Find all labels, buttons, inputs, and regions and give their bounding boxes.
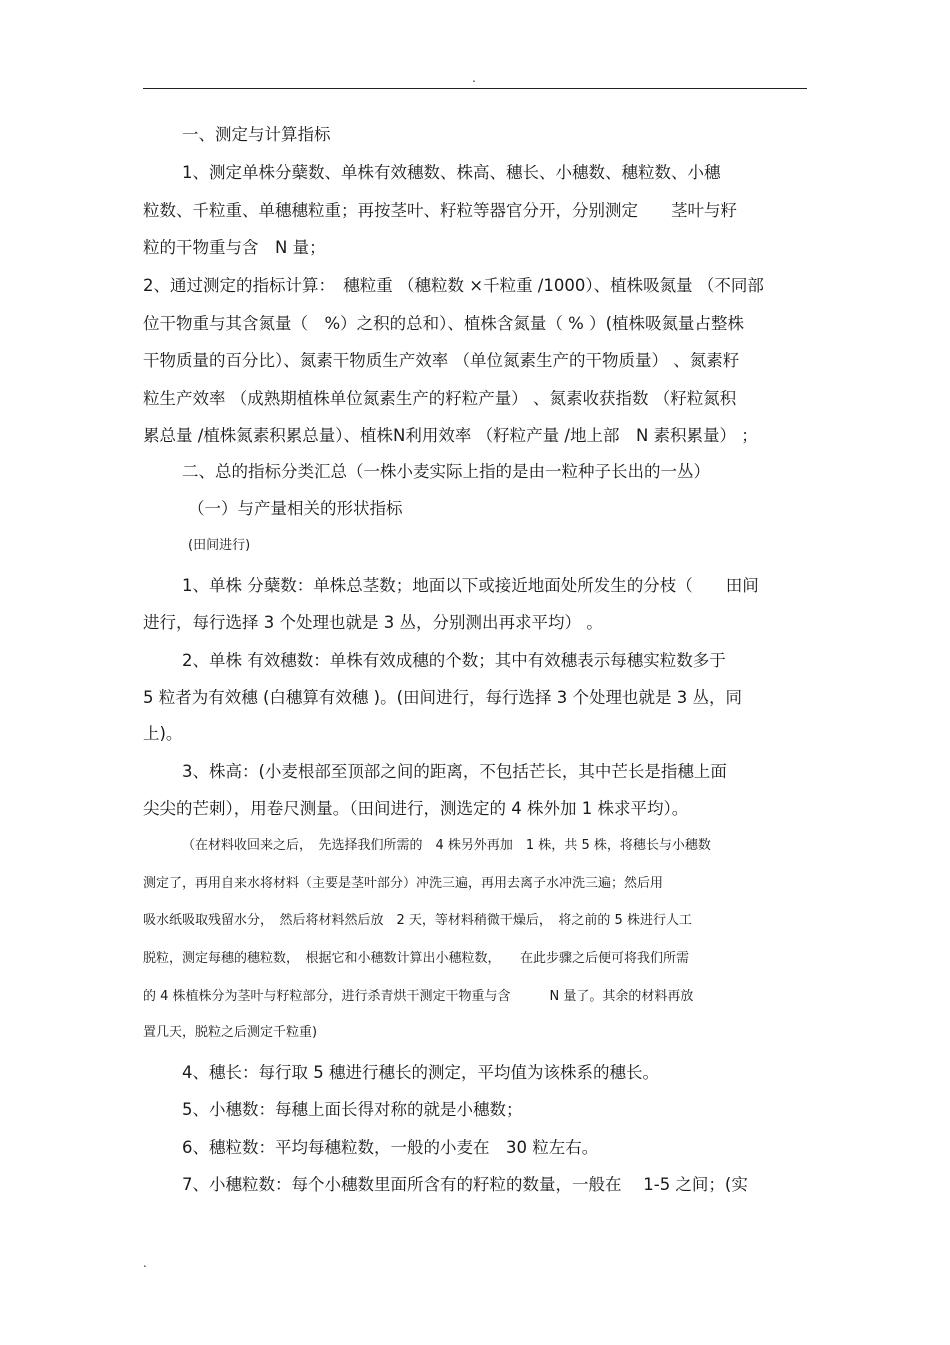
text-line: 7、小穗粒数：每个小穗数里面所含有的籽粒的数量，一般在 1-5 之间；(实 [182,1175,748,1194]
text-line: 进行，每行选择 3 个处理也就是 3 丛，分别测出再求平均） 。 [143,613,603,632]
note-line: 测定了，再用自来水将材料（主要是茎叶部分）冲洗三遍，再用去离子水冲洗三遍；然后用 [143,876,664,891]
header-rule [143,88,807,89]
text-line: 4、穗长：每行取 5 穗进行穗长的测定，平均值为该株系的穗长。 [182,1063,659,1082]
text-line: 位干物重与其含氮量（ %）之积的总和）、植株含氮量（ % ）(植株吸氮量占整株 [143,314,745,333]
text-line: 5 粒者为有效穗 (白穗算有效穗 )。(田间进行，每行选择 3 个处理也就是 3 丛，同 [143,688,743,707]
text-line: 1、测定单株分蘖数、单株有效穗数、株高、穗长、小穗数、穗粒数、小穗 [182,163,721,182]
text-line: 累总量 /植株氮素积累总量）、植株N利用效率 （籽粒产量 /地上部 N 素积累量） ； [143,426,758,445]
text-line: 粒数、千粒重、单穗穗粒重；再按茎叶、籽粒等器官分开，分别测定 茎叶与籽 [143,201,737,220]
text-line: 粒生产效率 （成熟期植株单位氮素生产的籽粒产量） 、氮素收获指数 （籽粒氮积 [143,389,737,408]
text-line: 2、单株 有效穗数：单株有效成穗的个数；其中有效穗表示每穗实粒数多于 [182,651,726,670]
text-line: 5、小穗数：每穗上面长得对称的就是小穗数； [182,1100,523,1119]
section-heading-1: 一、测定与计算指标 [182,125,331,144]
note-line: 脱粒，测定每穗的穗粒数， 根据它和小穗数计算出小穗粒数， 在此步骤之后便可将我们所需 [143,951,690,966]
text-line: 粒的干物重与含 N 量； [143,238,326,257]
text-line: 3、株高：(小麦根部至顶部之间的距离，不包括芒长，其中芒长是指穗上面 [182,762,727,781]
section-heading-2: 二、总的指标分类汇总（一株小麦实际上指的是由一粒种子长出的一丛） [182,462,710,481]
text-line: 上)。 [143,724,183,743]
note-line: （在材料收回来之后， 先选择我们所需的 4 株另外再加 1 株，共 5 株，将穗长与小穗数 [182,838,711,853]
note-line: 的 4 株植株分为茎叶与籽粒部分，进行杀青烘干测定干物重与含 N 量了。其余的材料再放 [143,989,694,1004]
header-dot: . [472,71,476,85]
subsection-heading: （一）与产量相关的形状指标 [188,499,403,518]
text-line: 1、单株 分蘖数：单株总茎数；地面以下或接近地面处所发生的分枝（ 田间 [182,576,759,595]
text-line: 2、通过测定的指标计算： 穗粒重 （穗粒数 ×千粒重 /1000）、植株吸氮量 （不同部 [143,276,764,295]
note-line: 吸水纸吸取残留水分， 然后将材料然后放 2 天，等材料稍微干燥后， 将之前的 5 株进行人工 [143,913,692,928]
text-line: 6、穗粒数：平均每穗粒数，一般的小麦在 30 粒左右。 [182,1138,599,1157]
note-line: 置几天，脱粒之后测定千粒重) [143,1025,318,1040]
text-line: 干物质量的百分比）、氮素干物质生产效率 （单位氮素生产的干物质量） 、氮素籽 [143,351,740,370]
text-line: 尖尖的芒刺），用卷尺测量。（田间进行，测选定的 4 株外加 1 株求平均）。 [143,799,689,818]
field-note: (田间进行) [188,538,251,553]
footer-dot: . [143,1256,147,1270]
